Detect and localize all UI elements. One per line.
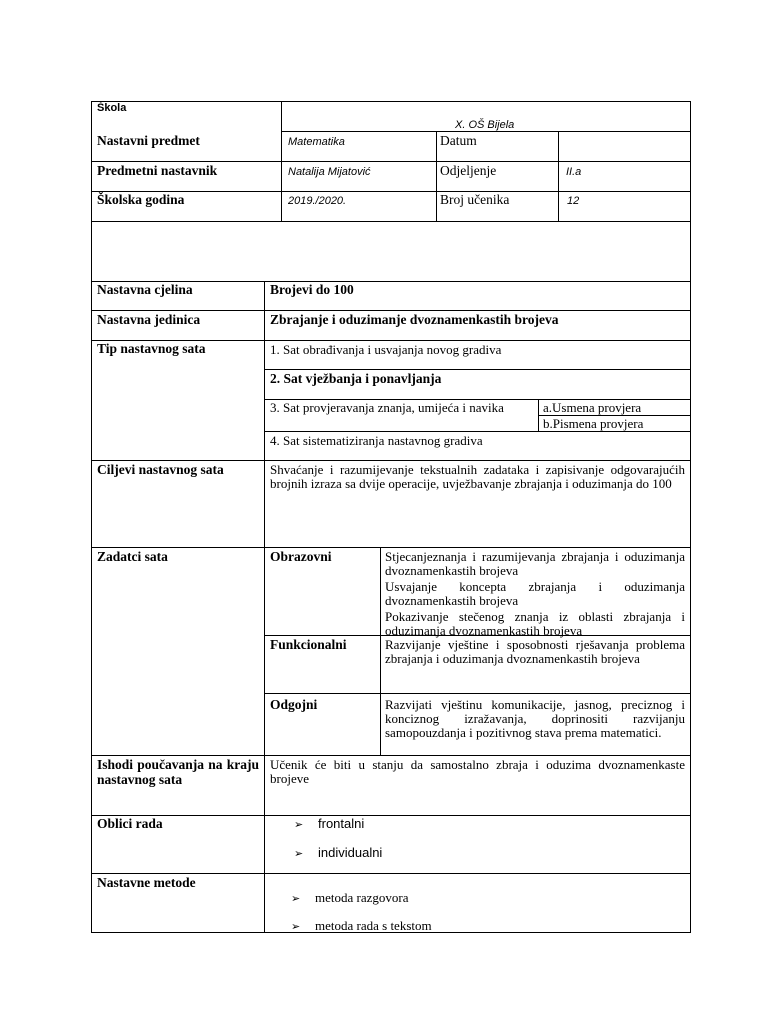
odjeljenje-label: Odjeljenje	[440, 163, 497, 178]
rule	[91, 101, 92, 933]
obrazovni-item: Usvajanje koncepta zbrajanja i oduzimanja dvoznamenkastih brojeva	[385, 579, 685, 608]
jedinica-value: Zbrajanje i oduzimanje dvoznamenkastih brojeva	[270, 312, 559, 327]
rule	[91, 221, 691, 222]
obrazovni-label: Obrazovni	[270, 549, 332, 564]
predmet-label: Nastavni predmet	[97, 133, 200, 148]
broj-label: Broj učenika	[440, 192, 510, 207]
rule	[91, 460, 691, 461]
tip-option-3b: b.Pismena provjera	[543, 416, 644, 431]
rule	[281, 101, 282, 222]
obrazovni-item: Pokazivanje stečenog znanja iz oblasti zbrajanja i oduzimanja dvoznamenkastih brojeva	[385, 609, 685, 638]
cjelina-value: Brojevi do 100	[270, 282, 354, 297]
odgojni-label: Odgojni	[270, 697, 318, 712]
odgojni-text: Razvijati vještinu komunikacije, jasnog, preciznog i konciznog izražavanja, doprinositi razvijanju samopouzdanja i pozitivnog stava prema matematici.	[385, 697, 685, 740]
broj-value: 12	[567, 195, 580, 207]
funkcionalni-label: Funkcionalni	[270, 637, 347, 652]
rule	[538, 399, 539, 432]
oblici-item: ➢ individualni	[294, 845, 382, 861]
predmet-value: Matematika	[288, 136, 345, 148]
rule	[91, 815, 691, 816]
ciljevi-label: Ciljevi nastavnog sata	[97, 462, 224, 477]
rule	[380, 547, 381, 756]
odjeljenje-value: II.a	[566, 166, 582, 178]
tip-option-1: 1. Sat obrađivanja i usvajanja novog gradiva	[270, 342, 502, 357]
skola-value: X. OŠ Bijela	[455, 119, 515, 131]
funkcionalni-text: Razvijanje vještine i sposobnosti rješavanja problema zbrajanja i oduzimanja dvoznamenkastih brojeva	[385, 637, 685, 666]
godina-label: Školska godina	[97, 192, 185, 207]
rule	[558, 131, 559, 222]
rule	[264, 369, 691, 370]
tip-option-3: 3. Sat provjeravanja znanja, umijeća i navika	[270, 400, 504, 415]
oblici-item: ➢ frontalni	[294, 816, 364, 832]
datum-label: Datum	[440, 133, 477, 148]
rule	[91, 310, 691, 311]
ishodi-label: Ishodi poučavanja na kraju nastavnog sata	[97, 757, 259, 787]
tip-option-2: 2. Sat vježbanja i ponavljanja	[270, 371, 442, 386]
tip-label: Tip nastavnog sata	[97, 341, 206, 356]
rule	[91, 755, 691, 756]
tip-option-3a: a.Usmena provjera	[543, 400, 642, 415]
jedinica-label: Nastavna jedinica	[97, 312, 201, 327]
obrazovni-item: Stjecanjeznanja i razumijevanja zbrajanja i oduzimanja dvoznamenkastih brojeva	[385, 549, 685, 578]
rule	[91, 161, 691, 162]
metode-label: Nastavne metode	[97, 875, 196, 890]
rule	[91, 873, 691, 874]
rule	[264, 693, 691, 694]
rule	[264, 281, 265, 933]
metode-item: ➢ metoda rada s tekstom	[291, 918, 432, 934]
metode-item: ➢ metoda razgovora	[291, 890, 408, 906]
ishodi-text: Učenik će biti u stanju da samostalno zbraja i oduzima dvoznamenkaste brojeve	[270, 757, 685, 786]
oblici-label: Oblici rada	[97, 816, 163, 831]
nastavnik-label: Predmetni nastavnik	[97, 163, 218, 178]
rule	[690, 101, 691, 933]
nastavnik-value: Natalija Mijatović	[288, 166, 371, 178]
skola-label: Škola	[97, 102, 127, 114]
rule	[264, 431, 691, 432]
rule	[91, 101, 691, 102]
rule	[91, 547, 691, 548]
rule	[436, 131, 437, 222]
ciljevi-text: Shvaćanje i razumijevanje tekstualnih zadataka i zapisivanje odgovarajućih brojnih izraza sa dvije operacije, uvježbavanje zbrajanja i oduzimanja do 100	[270, 462, 685, 491]
cjelina-label: Nastavna cjelina	[97, 282, 193, 297]
zadatci-label: Zadatci sata	[97, 549, 168, 564]
godina-value: 2019./2020.	[288, 195, 347, 207]
tip-option-4: 4. Sat sistematiziranja nastavnog gradiva	[270, 433, 483, 448]
